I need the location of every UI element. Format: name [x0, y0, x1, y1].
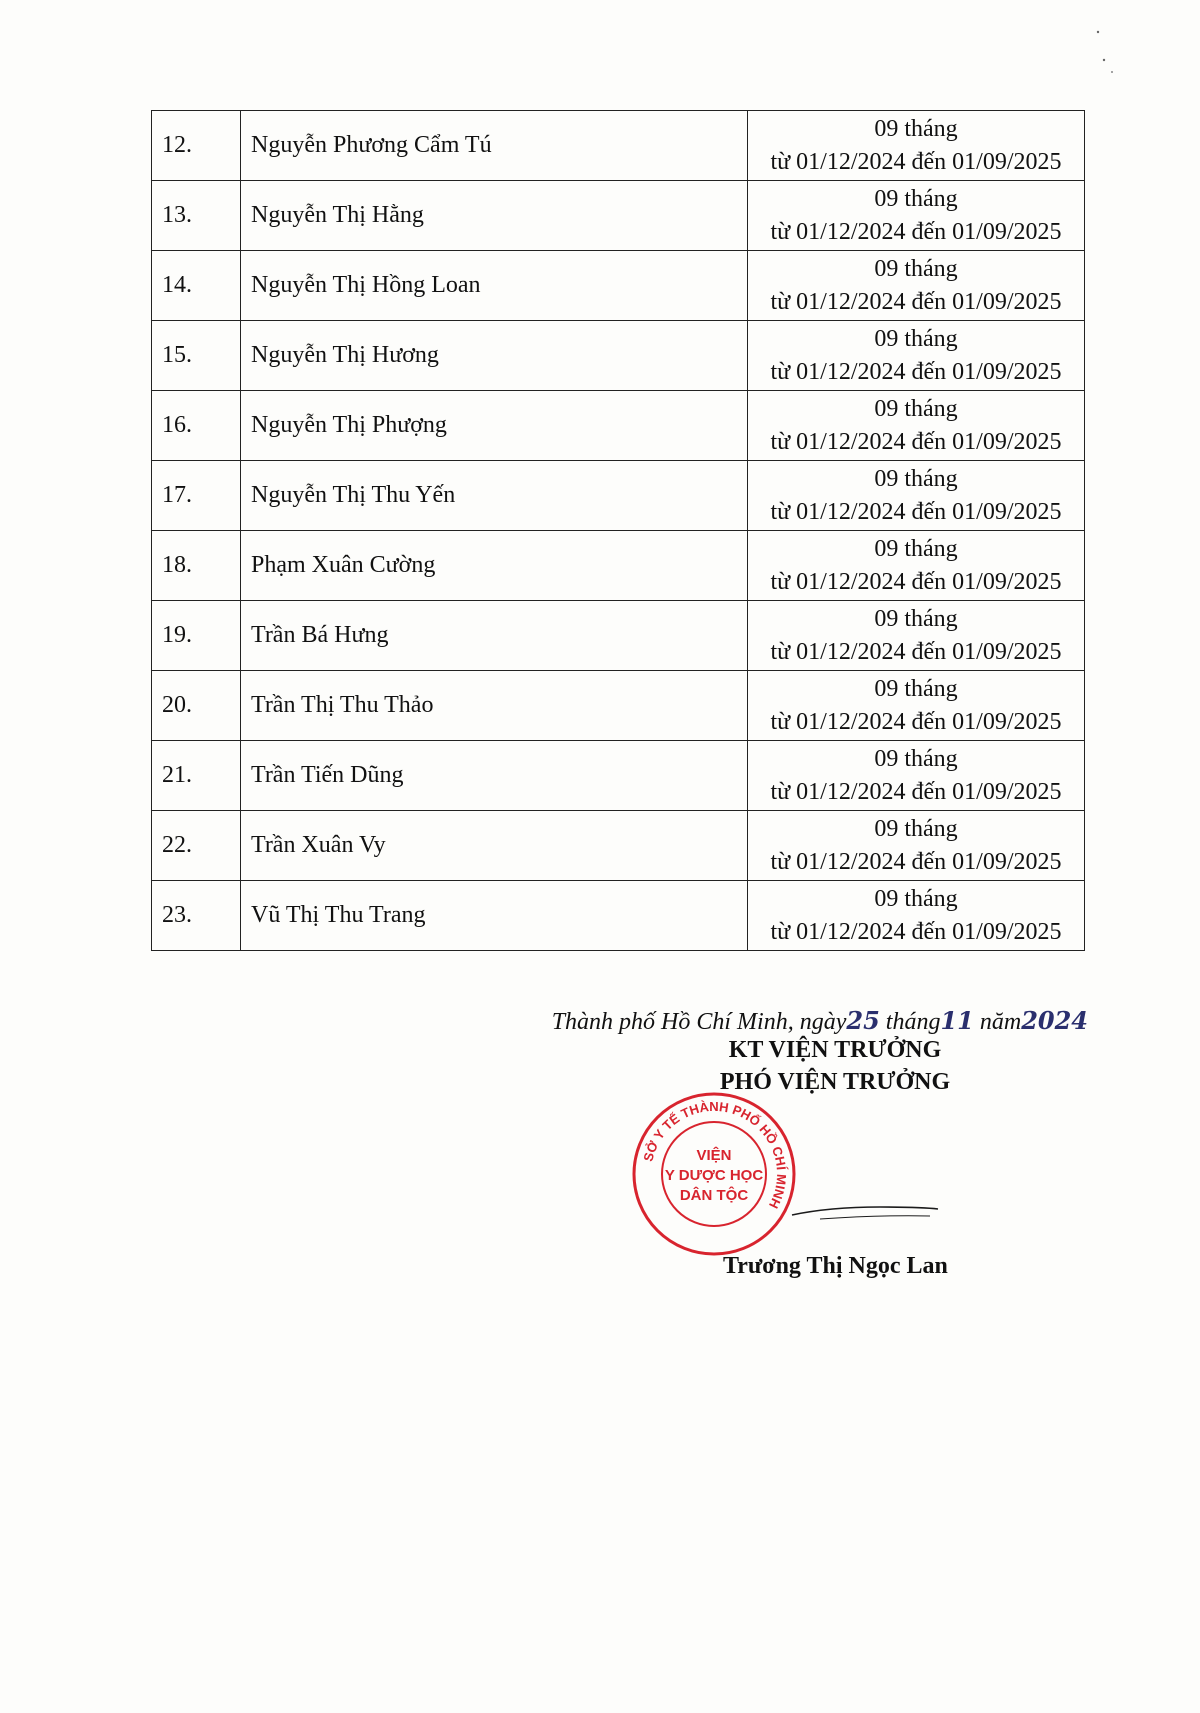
duration-months: 09 tháng: [874, 675, 958, 702]
table-row: [152, 111, 1085, 181]
row-number: 23.: [152, 881, 241, 951]
table-row: [152, 461, 1085, 531]
duration-months: 09 tháng: [874, 745, 958, 772]
place-date-line: [552, 1006, 1088, 1036]
duration-period: từ 01/12/2024 đến 01/09/2025: [770, 288, 1062, 315]
table-row: [152, 181, 1085, 251]
row-number: 22.: [152, 811, 241, 881]
table-row: [152, 251, 1085, 321]
duration-months: 09 tháng: [874, 255, 958, 282]
duration-period: từ 01/12/2024 đến 01/09/2025: [770, 708, 1062, 735]
duration-cell: [748, 181, 1085, 251]
staff-name: Trần Xuân Vy: [241, 811, 748, 881]
duration-period: từ 01/12/2024 đến 01/09/2025: [770, 638, 1062, 665]
table-row: [152, 321, 1085, 391]
staff-name: Nguyễn Thị Hằng: [241, 181, 748, 251]
row-number: 20.: [152, 671, 241, 741]
handwritten-month: 11: [940, 1006, 974, 1035]
table-row: [152, 881, 1085, 951]
table-row: [152, 741, 1085, 811]
duration-months: 09 tháng: [874, 605, 958, 632]
scan-artifact-marks: [1090, 20, 1120, 80]
duration-cell: [748, 321, 1085, 391]
table-row: [152, 601, 1085, 671]
duration-months: 09 tháng: [874, 325, 958, 352]
duration-period: từ 01/12/2024 đến 01/09/2025: [770, 778, 1062, 805]
duration-months: 09 tháng: [874, 395, 958, 422]
duration-period: từ 01/12/2024 đến 01/09/2025: [770, 148, 1062, 175]
duration-period: từ 01/12/2024 đến 01/09/2025: [770, 848, 1062, 875]
table-row: [152, 531, 1085, 601]
duration-months: 09 tháng: [874, 185, 958, 212]
handwritten-year: 2024: [1021, 1006, 1088, 1035]
staff-name: Trần Tiến Dũng: [241, 741, 748, 811]
duration-months: 09 tháng: [874, 535, 958, 562]
signer-authority-line: KT VIỆN TRƯỞNG: [728, 1037, 942, 1063]
staff-name: Trần Bá Hưng: [241, 601, 748, 671]
row-number: 19.: [152, 601, 241, 671]
row-number: 17.: [152, 461, 241, 531]
row-number: 14.: [152, 251, 241, 321]
month-label: tháng: [885, 1009, 941, 1035]
duration-cell: [748, 741, 1085, 811]
table-row: [152, 671, 1085, 741]
row-number: 21.: [152, 741, 241, 811]
staff-table: [151, 110, 1085, 951]
place-prefix: Thành phố Hồ Chí Minh, ngày: [551, 1009, 847, 1035]
duration-cell: [748, 531, 1085, 601]
stamp-center-line-2: Y DƯỢC HỌC: [664, 1167, 764, 1184]
year-label: năm: [979, 1009, 1022, 1035]
staff-name: Trần Thị Thu Thảo: [241, 671, 748, 741]
duration-period: từ 01/12/2024 đến 01/09/2025: [770, 218, 1062, 245]
duration-cell: [748, 251, 1085, 321]
staff-table-body: [152, 111, 1085, 951]
table-row: [152, 811, 1085, 881]
stamp-center-line-1: VIỆN: [696, 1147, 732, 1164]
duration-months: 09 tháng: [874, 465, 958, 492]
staff-name: Nguyễn Thị Hương: [241, 321, 748, 391]
duration-period: từ 01/12/2024 đến 01/09/2025: [770, 498, 1062, 525]
duration-cell: [748, 671, 1085, 741]
staff-name: Nguyễn Thị Hồng Loan: [241, 251, 748, 321]
duration-cell: [748, 881, 1085, 951]
handwritten-signature: [790, 1195, 940, 1235]
duration-period: từ 01/12/2024 đến 01/09/2025: [770, 918, 1062, 945]
row-number: 15.: [152, 321, 241, 391]
duration-months: 09 tháng: [874, 115, 958, 142]
duration-months: 09 tháng: [874, 885, 958, 912]
row-number: 12.: [152, 111, 241, 181]
stamp-ring-text: SỞ Y TẾ THÀNH PHỐ HỒ CHÍ MINH: [640, 1098, 790, 1211]
duration-period: từ 01/12/2024 đến 01/09/2025: [770, 358, 1062, 385]
duration-cell: [748, 601, 1085, 671]
staff-name: Nguyễn Thị Phượng: [241, 391, 748, 461]
staff-name: Nguyễn Phương Cẩm Tú: [241, 111, 748, 181]
stamp-center-line-3: DÂN TỘC: [679, 1187, 749, 1204]
signer-position-line: PHÓ VIỆN TRƯỞNG: [719, 1069, 951, 1095]
duration-period: từ 01/12/2024 đến 01/09/2025: [770, 568, 1062, 595]
row-number: 13.: [152, 181, 241, 251]
duration-cell: [748, 391, 1085, 461]
row-number: 16.: [152, 391, 241, 461]
signer-name: Trương Thị Ngọc Lan: [723, 1253, 948, 1279]
duration-period: từ 01/12/2024 đến 01/09/2025: [770, 428, 1062, 455]
duration-months: 09 tháng: [874, 815, 958, 842]
row-number: 18.: [152, 531, 241, 601]
official-red-stamp: [630, 1090, 798, 1258]
duration-cell: [748, 461, 1085, 531]
staff-name: Vũ Thị Thu Trang: [241, 881, 748, 951]
duration-cell: [748, 811, 1085, 881]
table-row: [152, 391, 1085, 461]
staff-name: Phạm Xuân Cường: [241, 531, 748, 601]
handwritten-day: 25: [846, 1006, 880, 1035]
duration-cell: [748, 111, 1085, 181]
staff-name: Nguyễn Thị Thu Yến: [241, 461, 748, 531]
